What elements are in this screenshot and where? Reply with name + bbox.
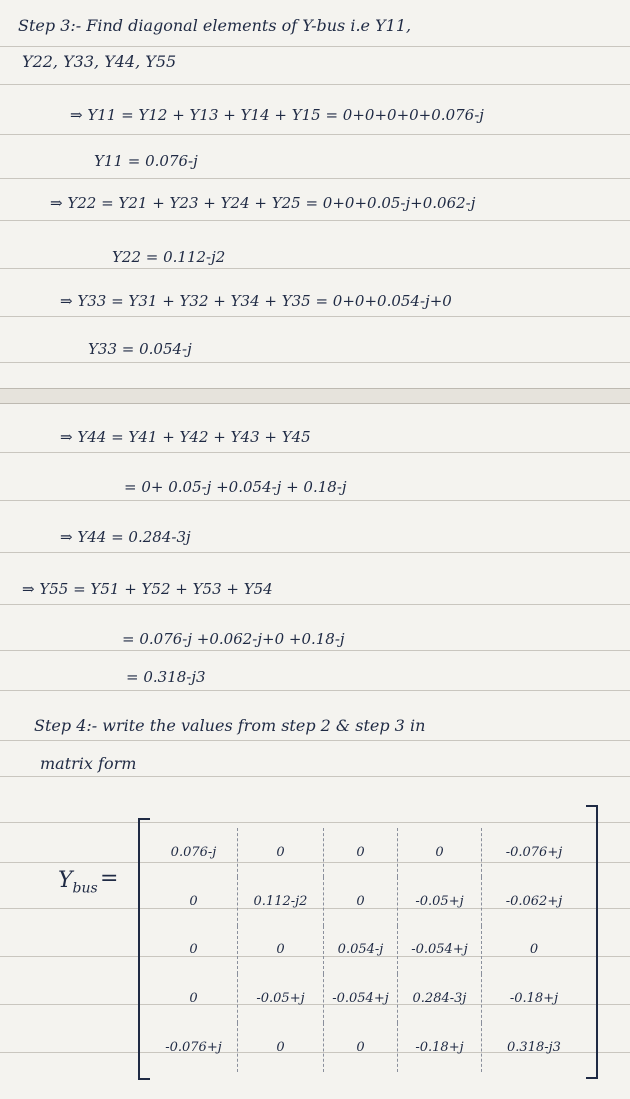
y55-equation: ⇒ Y55 = Y51 + Y52 + Y53 + Y54 (22, 580, 273, 598)
ruled-line (0, 84, 630, 85)
ruled-line (0, 822, 630, 823)
matrix-cell: 0 (324, 877, 398, 926)
y55-substitution: = 0.076-j +0.062-j+0 +0.18-j (122, 630, 345, 648)
y55-result: = 0.318-j3 (126, 668, 206, 686)
step3-heading-cont: Y22, Y33, Y44, Y55 (22, 52, 177, 71)
matrix-cell: 0 (398, 828, 482, 877)
matrix-cell: 0 (238, 828, 324, 877)
ruled-line (0, 220, 630, 221)
equals-sign: = (100, 866, 119, 891)
matrix-cell: 0 (238, 1023, 324, 1072)
ruled-line (0, 740, 630, 741)
matrix-cell: 0.284-3j (398, 974, 482, 1023)
matrix-cell: 0 (150, 877, 238, 926)
y44-equation: ⇒ Y44 = Y41 + Y42 + Y43 + Y45 (60, 428, 311, 446)
matrix-cell: -0.05+j (398, 877, 482, 926)
ruled-line (0, 690, 630, 691)
ruled-line (0, 776, 630, 777)
ruled-line (0, 552, 630, 553)
ruled-line (0, 46, 630, 47)
step4-heading-cont: matrix form (40, 754, 137, 773)
y11-equation: ⇒ Y11 = Y12 + Y13 + Y14 + Y15 = 0+0+0+0+0.076-j (70, 106, 484, 124)
ruled-line (0, 316, 630, 317)
ruled-line (0, 134, 630, 135)
matrix-cell: 0.076-j (150, 828, 238, 877)
matrix-cell: -0.076+j (505, 844, 563, 860)
matrix-cell: 0 (150, 974, 238, 1023)
ybus-matrix (150, 828, 586, 1072)
matrix-cell: 0 (324, 1023, 398, 1072)
matrix-cell: -0.18+j (398, 1023, 482, 1072)
ybus-label-main: Y (58, 868, 73, 893)
y33-result: Y33 = 0.054-j (88, 340, 192, 358)
matrix-cell: -0.054+j (398, 926, 482, 975)
matrix-cell: 0 (324, 828, 398, 877)
y44-substitution: = 0+ 0.05-j +0.054-j + 0.18-j (124, 478, 347, 496)
ybus-label (58, 868, 98, 896)
y33-equation: ⇒ Y33 = Y31 + Y32 + Y34 + Y35 = 0+0+0.054-j+0 (60, 292, 452, 310)
matrix-cell: 0.054-j (324, 926, 398, 975)
ruled-line (0, 362, 630, 363)
y22-result: Y22 = 0.112-j2 (112, 248, 226, 266)
matrix-left-bracket (138, 818, 150, 1080)
matrix-cell: -0.062+j (505, 893, 563, 909)
ybus-label-sub: bus (72, 880, 98, 897)
ruled-line (0, 604, 630, 605)
matrix-cell: -0.054+j (324, 974, 398, 1023)
ruled-line (0, 452, 630, 453)
matrix-cell: 0 (150, 926, 238, 975)
page-gap (0, 388, 630, 404)
matrix-cell: -0.05+j (238, 974, 324, 1023)
y44-result: ⇒ Y44 = 0.284-3j (60, 528, 191, 546)
step3-heading: Step 3:- Find diagonal elements of Y-bus i.e Y11, (18, 16, 412, 35)
matrix-cell: 0 (529, 942, 539, 958)
ruled-line (0, 178, 630, 179)
step4-heading: Step 4:- write the values from step 2 & step 3 in (34, 716, 426, 735)
matrix-cell: 0.318-j3 (507, 1040, 561, 1056)
ruled-line (0, 500, 630, 501)
matrix-cell: -0.18+j (509, 991, 559, 1007)
matrix-cell: -0.076+j (150, 1023, 238, 1072)
matrix-right-bracket (586, 805, 598, 1079)
y22-equation: ⇒ Y22 = Y21 + Y23 + Y24 + Y25 = 0+0+0.05-j+0.062-j (50, 194, 476, 212)
y11-result: Y11 = 0.076-j (94, 152, 198, 170)
ruled-line (0, 650, 630, 651)
matrix-cell: 0 (238, 926, 324, 975)
ruled-line (0, 268, 630, 269)
matrix-cell: 0.112-j2 (238, 877, 324, 926)
